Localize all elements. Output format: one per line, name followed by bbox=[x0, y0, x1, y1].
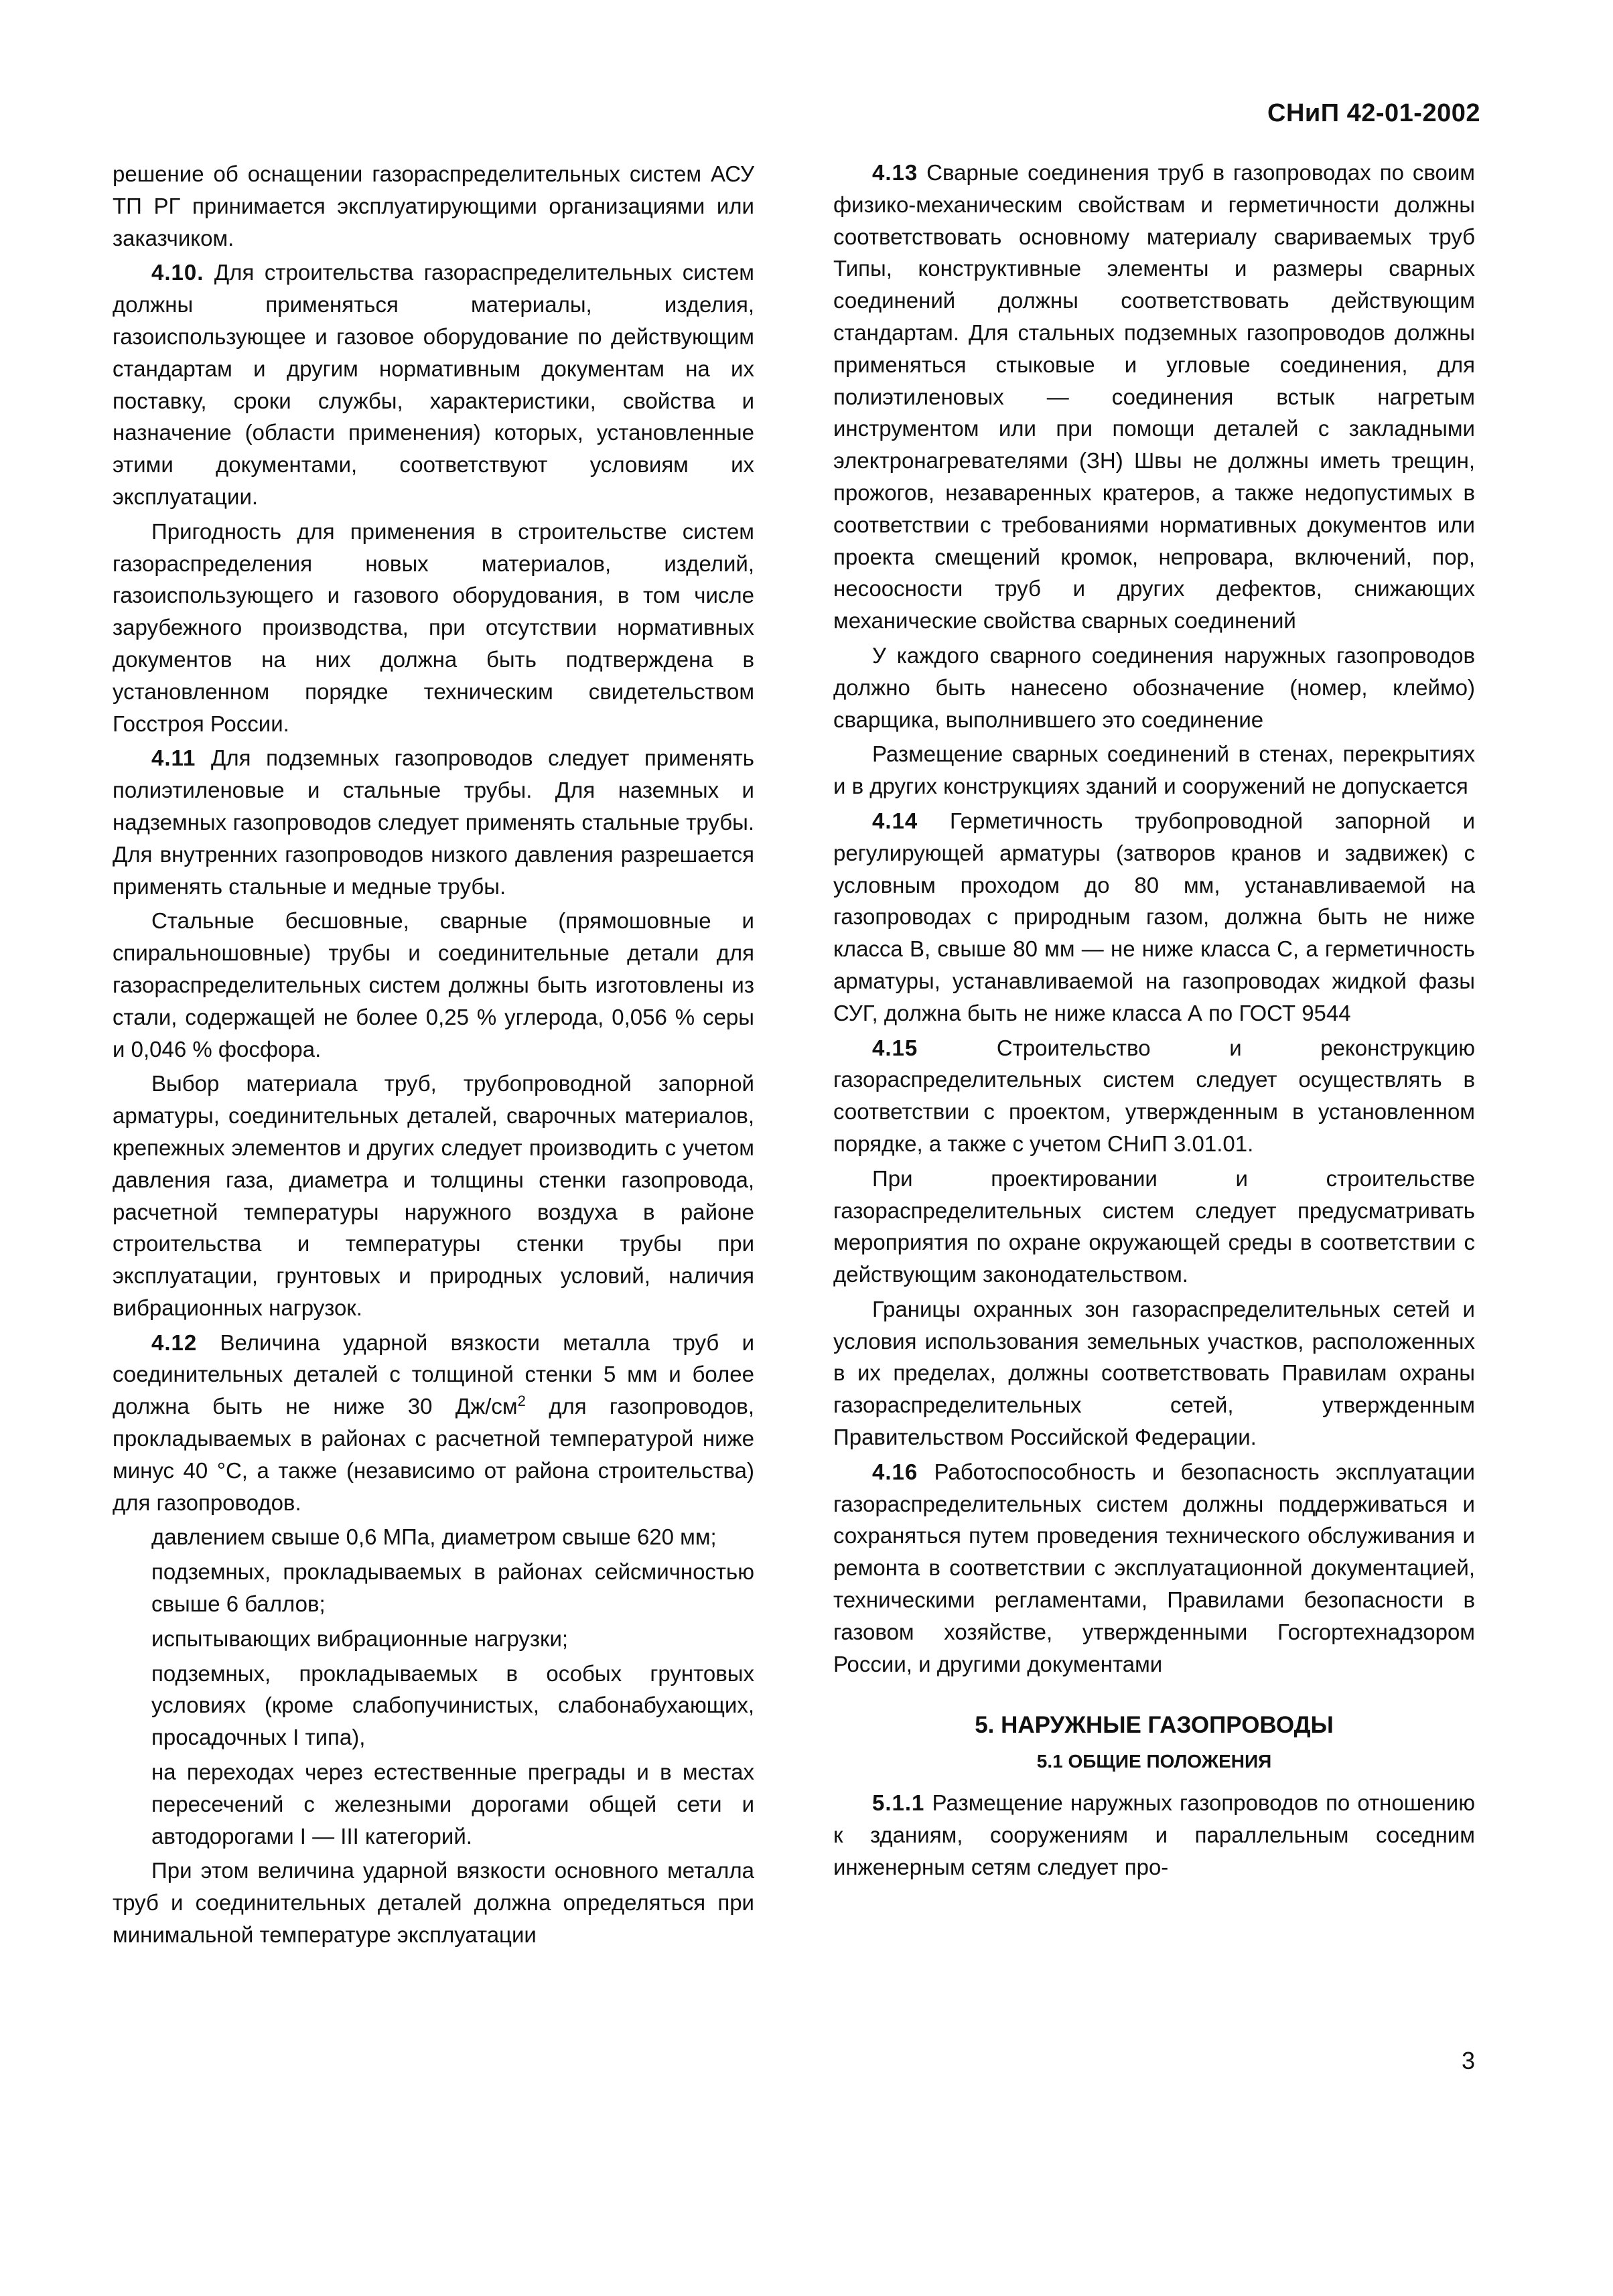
paragraph: Выбор материала труб, трубопроводной запорной арматуры, соединительных деталей, сварочных материалов, крепежных элементов и других следует производить с учетом давления газа, диаметра и толщины стенки газопровода, расчетной температуры наружного воздуха в районе строительства и температуры стенки трубы при эксплуатации, грунтовых и природных условий, наличия вибрационных нагрузок. bbox=[113, 1071, 754, 1320]
clause-text: Для подземных газопроводов следует применять полиэтиленовые и стальные трубы. Для наземных и надземных газопроводов следует применять стальные трубы. Для внутренних газопроводов низкого давления разрешается применять стальные и медные трубы. bbox=[113, 745, 754, 899]
paragraph: Размещение сварных соединений в стенах, перекрытиях и в других конструкциях зданий и сооружений не допускается bbox=[833, 741, 1475, 799]
superscript: 2 bbox=[517, 1392, 526, 1410]
clause-text: Работоспособность и безопасность эксплуатации газораспределительных систем должны поддерживаться и сохраняться путем проведения технического обслуживания и ремонта в соответствии с эксплуатационной документацией, техническими регламентами, Правилами безопасности в газовом хозяйстве, утвержденными Госгортехнадзором России, и другими документами bbox=[833, 1459, 1475, 1676]
clause-number: 4.14 bbox=[872, 808, 918, 833]
clause-number: 5.1.1 bbox=[872, 1790, 925, 1816]
clause-number: 4.15 bbox=[872, 1035, 918, 1060]
clause-number: 4.16 bbox=[872, 1459, 918, 1484]
clause-text: Для строительства газораспределительных систем должны применяться материалы, изделия, газоиспользующее и газовое оборудование по действующим стандартам и другим нормативным документам на их поставку, сроки службы, характеристики, свойства и назначение (области применения) которых, установленные этими документами, соответствуют условиям их эксплуатации. bbox=[113, 260, 754, 509]
subsection-title: 5.1 ОБЩИЕ ПОЛОЖЕНИЯ bbox=[1036, 1751, 1272, 1772]
list-item: на переходах через естественные преграды и в местах пересечений с железными дорогами общей сети и автодорогами I — III категорий. bbox=[151, 1760, 754, 1849]
clause-4-15 bbox=[833, 1032, 1475, 1160]
clause-text: Герметичность трубопроводной запорной и регулирующей арматуры (затворов кранов и задвижек) с условным проходом до 80 мм, устанавливаемой на газопроводах с природным газом, должна быть не ниже класса В, свыше 80 мм — не ниже класса С, а герметичность арматуры, устанавливаемой на газопроводах жидкой фазы СУГ, должна быть не ниже класса А по ГОСТ 9544 bbox=[833, 808, 1475, 1025]
clause-text: Сварные соединения труб в газопроводах по своим физико-механическим свойствам и герметичности должны соответствовать основному материалу свариваемых труб Типы, конструктивные элементы и размеры сварных соединений должны соответствовать действующим стандартам. Для стальных подземных газопроводов должны применяться стыковые и угловые соединения, для полиэтиленовых — соединения встык нагретым инструментом или при помощи деталей с закладными электронагревателями (ЗН) Швы не должны иметь трещин, прожогов, незаваренных кратеров, а также недопустимых в соответствии с требованиями нормативных документов или проекта смещений кромок, непровара, включений, пор, несоосности труб и других дефектов, снижающих механические свойства сварных соединений bbox=[833, 160, 1475, 634]
clause-text: Строительство и реконструкцию газораспределительных систем следует осуществлять в соответствии с проектом, утвержденным в установленном порядке, а также с учетом СНиП 3.01.01. bbox=[833, 1035, 1475, 1156]
list-item: испытывающих вибрационные нагрузки; bbox=[151, 1626, 569, 1651]
clause-text: Величина ударной вязкости металла труб и соединительных деталей с толщиной стенки 5 мм и более должна быть не ниже 30 Дж/см bbox=[113, 1330, 754, 1419]
clause-text-continued: для газопроводов, прокладываемых в районах с расчетной температурой ниже минус 40 °С, а также (независимо от района строительства) для газопроводов. bbox=[113, 1394, 754, 1515]
paragraph: При этом величина ударной вязкости основного металла труб и соединительных деталей должна определяться при минимальной температуре эксплуатации bbox=[113, 1858, 754, 1948]
clause-4-16 bbox=[833, 1456, 1475, 1680]
clause-4-10 bbox=[113, 257, 754, 512]
clause-4-11 bbox=[113, 742, 754, 902]
list-item: давлением свыше 0,6 МПа, диаметром свыше 620 мм; bbox=[151, 1524, 717, 1550]
section-title: 5. НАРУЖНЫЕ ГАЗОПРОВОДЫ bbox=[975, 1712, 1334, 1739]
clause-number: 4.12 bbox=[151, 1330, 198, 1355]
clause-4-12 bbox=[113, 1327, 754, 1519]
list-item: подземных, прокладываемых в районах сейсмичностью свыше 6 баллов; bbox=[151, 1559, 754, 1617]
left-text-column bbox=[113, 158, 754, 1954]
clause-number: 4.11 bbox=[151, 745, 196, 771]
paragraph: решение об оснащении газораспределительных систем АСУ ТП РГ принимается эксплуатирующими организациями или заказчиком. bbox=[113, 161, 754, 250]
clause-number: 4.13 bbox=[872, 160, 918, 185]
clause-5-1-1 bbox=[833, 1787, 1475, 1883]
document-code-header: СНиП 42-01-2002 bbox=[1267, 99, 1480, 127]
list-item: подземных, прокладываемых в особых грунтовых условиях (кроме слабопучинистых, слабонабухающих, просадочных I типа), bbox=[151, 1660, 754, 1750]
clause-number: 4.10. bbox=[151, 260, 204, 285]
paragraph: Пригодность для применения в строительстве систем газораспределения новых материалов, изделий, газоиспользующего и газового оборудования, в том числе зарубежного производства, при отсутствии нормативных документов на них должна быть подтверждена в установленном порядке техническим свидетельством Госстроя России. bbox=[113, 518, 754, 736]
page-number: 3 bbox=[1461, 2047, 1475, 2074]
paragraph: Стальные бесшовные, сварные (прямошовные и спиральношовные) трубы и соединительные детали для газораспределительных систем должны быть изготовлены из стали, содержащей не более 0,25 % углерода, 0,056 % серы и 0,046 % фосфора. bbox=[113, 908, 754, 1062]
clause-4-14 bbox=[833, 805, 1475, 1029]
clause-text: Размещение наружных газопроводов по отношению к зданиям, сооружениям и параллельным соседним инженерным сетям следует про- bbox=[833, 1790, 1475, 1879]
paragraph: Границы охранных зон газораспределительных сетей и условия использования земельных участков, расположенных в их пределах, должны соответствовать Правилам охраны газораспределительных сетей, утвержденным Правительством Российской Федерации. bbox=[833, 1296, 1475, 1450]
clause-4-13 bbox=[833, 157, 1475, 637]
right-text-column bbox=[833, 157, 1475, 1885]
paragraph: У каждого сварного соединения наружных газопроводов должно быть нанесено обозначение (номер, клеймо) сварщика, выполнившего это соединение bbox=[833, 642, 1475, 732]
paragraph: При проектировании и строительстве газораспределительных систем следует предусматривать мероприятия по охране окружающей среды в соответствии с действующим законодательством. bbox=[833, 1165, 1475, 1287]
